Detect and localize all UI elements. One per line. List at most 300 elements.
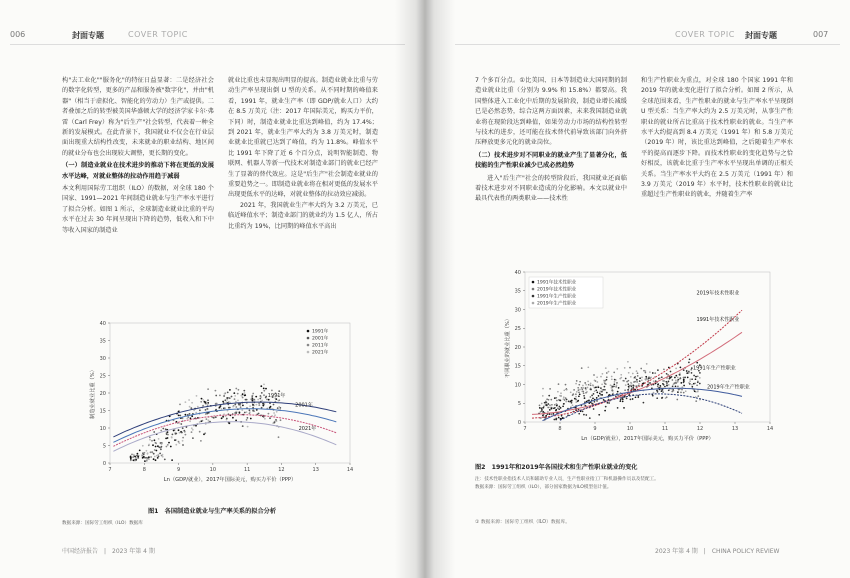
x-tick-label: 8 xyxy=(142,467,146,473)
data-point xyxy=(695,400,697,402)
data-point xyxy=(606,372,608,374)
data-point xyxy=(202,399,204,401)
data-point xyxy=(696,384,698,386)
data-point xyxy=(696,362,698,364)
data-point xyxy=(658,378,660,380)
curve-label: 1991年技术性职业 xyxy=(696,316,740,323)
data-point xyxy=(262,405,264,407)
data-point xyxy=(190,417,192,419)
data-point xyxy=(556,418,558,420)
data-point xyxy=(577,387,579,389)
curve-label: 2001年 xyxy=(295,402,313,409)
data-point xyxy=(263,394,265,396)
x-tick-label: 14 xyxy=(766,426,774,432)
data-point xyxy=(674,377,676,379)
data-point xyxy=(151,451,153,453)
data-point xyxy=(252,404,254,406)
data-point xyxy=(249,409,251,411)
y-tick-label: 40 xyxy=(514,269,521,276)
data-point xyxy=(614,379,616,381)
data-point xyxy=(657,391,659,393)
data-point xyxy=(160,449,162,451)
data-point xyxy=(634,376,636,378)
y-tick-label: 0 xyxy=(517,419,521,426)
data-point xyxy=(142,457,144,459)
data-point xyxy=(613,372,615,374)
data-point xyxy=(149,437,151,439)
spine-shadow xyxy=(395,0,455,578)
data-point xyxy=(151,440,153,442)
footnote: ① 数据来源：国际劳工组织（ILO）数据库。 xyxy=(475,520,571,525)
y-tick-label: 15 xyxy=(514,363,521,370)
data-point xyxy=(559,400,561,402)
data-point xyxy=(171,437,173,439)
data-point xyxy=(664,386,666,388)
legend-label: 2019年生产性职业 xyxy=(537,301,577,307)
data-point xyxy=(191,402,193,404)
data-point xyxy=(205,403,207,405)
data-point xyxy=(578,384,580,386)
x-tick-label: 9 xyxy=(176,467,181,473)
data-point xyxy=(657,386,659,388)
data-point xyxy=(638,383,640,385)
curve-label: 1991年 xyxy=(267,393,286,400)
figure-1-caption: 图1 各国制造业就业与生产率关系的拟合分析 xyxy=(148,508,277,515)
data-point xyxy=(594,401,596,403)
data-point xyxy=(273,412,275,414)
data-point xyxy=(667,374,669,376)
data-point xyxy=(691,372,693,374)
data-point xyxy=(144,460,146,462)
data-point xyxy=(224,393,226,395)
x-tick-label: 9 xyxy=(593,426,597,432)
data-point xyxy=(167,444,169,446)
data-point xyxy=(243,390,245,392)
data-point xyxy=(547,411,549,413)
data-point xyxy=(235,420,237,422)
data-point xyxy=(185,401,187,403)
data-point xyxy=(199,431,201,433)
data-point xyxy=(244,412,246,414)
right-page-number: 007 xyxy=(813,30,829,39)
data-point xyxy=(668,389,670,391)
data-point xyxy=(182,427,184,429)
data-point xyxy=(633,381,635,383)
data-point xyxy=(221,417,223,419)
data-point xyxy=(606,392,608,394)
data-point xyxy=(688,382,690,384)
data-point xyxy=(605,406,607,408)
data-point xyxy=(219,395,221,397)
data-point xyxy=(680,382,682,384)
data-point xyxy=(592,384,594,386)
data-point xyxy=(593,393,595,395)
data-point xyxy=(660,386,662,388)
data-point xyxy=(611,376,613,378)
data-point xyxy=(546,404,548,406)
data-point xyxy=(244,392,246,394)
legend-label: 2001年 xyxy=(312,336,329,342)
data-point xyxy=(280,419,282,421)
data-point xyxy=(594,380,596,382)
data-point xyxy=(675,385,677,387)
data-point xyxy=(629,385,631,387)
data-point xyxy=(563,389,565,391)
legend-label: 2019年技术性职业 xyxy=(537,287,577,293)
data-point xyxy=(157,457,159,459)
data-point xyxy=(207,388,209,390)
data-point xyxy=(656,397,658,399)
data-point xyxy=(241,395,243,397)
left-column-2 xyxy=(228,76,378,232)
data-point xyxy=(697,375,699,377)
data-point xyxy=(545,415,547,417)
data-point xyxy=(676,399,678,401)
data-point xyxy=(555,410,557,412)
data-point xyxy=(590,383,592,385)
data-point xyxy=(237,393,239,395)
figure-1-chart xyxy=(62,305,382,495)
data-point xyxy=(677,391,679,393)
x-tick-label: 7 xyxy=(523,426,527,432)
data-point xyxy=(683,392,685,394)
data-point xyxy=(581,387,583,389)
data-point xyxy=(587,400,589,402)
data-point xyxy=(173,430,175,432)
data-point xyxy=(666,383,668,385)
data-point xyxy=(573,389,575,391)
data-point xyxy=(258,413,260,415)
data-point xyxy=(553,419,555,421)
data-point xyxy=(542,395,544,397)
data-point xyxy=(542,388,544,390)
x-tick-label: 12 xyxy=(278,467,285,473)
data-point xyxy=(612,386,614,388)
y-tick-label: 10 xyxy=(514,382,521,389)
data-point xyxy=(590,396,592,398)
data-point xyxy=(587,381,589,383)
data-point xyxy=(668,384,670,386)
data-point xyxy=(147,453,149,455)
fit-curve xyxy=(532,310,742,418)
data-point xyxy=(174,439,176,441)
data-point xyxy=(670,371,672,373)
data-point xyxy=(563,403,565,405)
data-point xyxy=(575,399,577,401)
data-point xyxy=(628,387,630,389)
data-point xyxy=(235,388,237,390)
data-point xyxy=(137,453,139,455)
data-point xyxy=(591,395,593,397)
data-point xyxy=(611,378,613,380)
data-point xyxy=(554,397,556,399)
data-point xyxy=(604,386,606,388)
data-point xyxy=(630,399,632,401)
data-point xyxy=(563,396,565,398)
data-point xyxy=(553,407,555,409)
data-point xyxy=(165,428,167,430)
data-point xyxy=(630,384,632,386)
data-point xyxy=(162,456,164,458)
data-point xyxy=(576,391,578,393)
data-point xyxy=(685,390,687,392)
data-point xyxy=(697,395,699,397)
data-point xyxy=(605,367,607,369)
data-point xyxy=(208,419,210,421)
data-point xyxy=(666,396,668,398)
y-tick-label: 40 xyxy=(99,320,106,327)
data-point xyxy=(688,372,690,374)
data-point xyxy=(646,363,648,365)
data-point xyxy=(636,370,638,372)
data-point xyxy=(200,401,202,403)
data-point xyxy=(542,411,544,413)
data-point xyxy=(215,395,217,397)
data-point xyxy=(631,382,633,384)
data-point xyxy=(277,407,279,409)
data-point xyxy=(551,413,553,415)
legend-marker xyxy=(532,302,535,305)
data-point xyxy=(592,397,594,399)
legend-marker xyxy=(307,337,310,340)
data-point xyxy=(556,400,558,402)
data-point xyxy=(235,401,237,403)
data-point xyxy=(191,427,193,429)
data-point xyxy=(565,384,567,386)
y-tick-label: 25 xyxy=(514,326,521,333)
legend-label: 1991年技术性职业 xyxy=(537,280,577,286)
data-point xyxy=(583,414,585,416)
data-point xyxy=(649,382,651,384)
data-point xyxy=(154,449,156,451)
data-point xyxy=(680,367,682,369)
data-point xyxy=(192,429,194,431)
data-point xyxy=(684,377,686,379)
data-point xyxy=(278,406,280,408)
data-point xyxy=(153,458,155,460)
data-point xyxy=(582,385,584,387)
y-tick-label: 15 xyxy=(99,408,106,415)
data-point xyxy=(268,413,270,415)
data-point xyxy=(636,379,638,381)
data-point xyxy=(175,433,177,435)
data-point xyxy=(611,390,613,392)
data-point xyxy=(602,373,604,375)
data-point xyxy=(226,418,228,420)
data-point xyxy=(548,395,550,397)
data-point xyxy=(189,413,191,415)
data-point xyxy=(205,413,207,415)
data-point xyxy=(653,380,655,382)
data-point xyxy=(578,413,580,415)
data-point xyxy=(191,431,193,433)
data-point xyxy=(252,393,254,395)
data-point xyxy=(182,437,184,439)
data-point xyxy=(260,396,262,398)
data-point xyxy=(599,393,601,395)
data-point xyxy=(242,405,244,407)
data-point xyxy=(182,440,184,442)
data-point xyxy=(609,394,611,396)
data-point xyxy=(652,372,654,374)
data-point xyxy=(196,395,198,397)
data-point xyxy=(168,442,170,444)
data-point xyxy=(131,454,133,456)
data-point xyxy=(579,389,581,391)
data-point xyxy=(263,384,265,386)
data-point xyxy=(587,366,589,368)
data-point xyxy=(604,380,606,382)
data-point xyxy=(654,372,656,374)
data-point xyxy=(274,414,276,416)
data-point xyxy=(178,429,180,431)
x-tick-label: 13 xyxy=(312,467,319,473)
data-point xyxy=(673,384,675,386)
data-point xyxy=(179,404,181,406)
legend-label: 1991年生产性职业 xyxy=(537,294,577,300)
data-point xyxy=(229,389,231,391)
data-point xyxy=(624,389,626,391)
data-point xyxy=(591,403,593,405)
data-point xyxy=(635,385,637,387)
right-section-title: 封面专题 xyxy=(745,31,777,40)
data-point xyxy=(557,407,559,409)
data-point xyxy=(159,453,161,455)
data-point xyxy=(541,403,543,405)
data-point xyxy=(271,390,273,392)
data-point xyxy=(694,382,696,384)
data-point xyxy=(688,362,690,364)
data-point xyxy=(639,377,641,379)
data-point xyxy=(235,406,237,408)
data-point xyxy=(543,406,545,408)
data-point xyxy=(579,393,581,395)
data-point xyxy=(671,376,673,378)
data-point xyxy=(142,445,144,447)
data-point xyxy=(584,382,586,384)
data-point xyxy=(622,380,624,382)
data-point xyxy=(585,414,587,416)
data-point xyxy=(156,450,158,452)
data-point xyxy=(687,377,689,379)
data-point xyxy=(158,446,160,448)
data-point xyxy=(551,404,553,406)
paragraph: 7 个多百分点。①比美国、日本等制造业大国同期的制造业就业比重（分别为 9.9% 和 15.8%）都要高。我国整体进入工业化中后期的发展阶段，制造业增长减缓已是必然态势，综合这两方面因素，未来我国制造业就业将在现阶段达到峰值，如果劳动力市场的结构性转型与技术的进步，还可能在技术替代前导致该部门向外挤压释放更多元化的就业岗位。 xyxy=(475,77,627,147)
data-point xyxy=(637,372,639,374)
data-point xyxy=(270,406,272,408)
data-point xyxy=(677,379,679,381)
data-point xyxy=(265,397,267,399)
data-point xyxy=(590,384,592,386)
data-point xyxy=(562,405,564,407)
data-point xyxy=(222,416,224,418)
paragraph: 和生产性职业为重点，对全球 180 个国家 1991 年和 2019 年的就业变化进行了拟合分析。如图 2 所示，从全球范围来看，生产性职业的就业与生产率水平呈现倒 U 型关系：当生产率大约为 2.5 万美元时，从事生产性职业的就业所占比重高于技术性职业的就业。当生产率水平大约提高到 8.4 万美元（1991 年）和 5.8 万美元（2019 年）时，该比重达到峰值，之后随着生产率水平的提高而逐步下降。而技术性职业的变化趋势与之恰好相反，该就业比重于生产率水平呈现出单调的正相关关系。当生产率水平大约在 2.5 万美元（1991 年）和 3.9 万美元（2019 年）水平时，技术性职业的就业比重超过生产性职业的就业，并随着生产率 xyxy=(641,77,793,199)
data-point xyxy=(649,371,651,373)
data-point xyxy=(130,459,132,461)
data-point xyxy=(697,391,699,393)
data-point xyxy=(276,411,278,413)
data-point xyxy=(581,389,583,391)
data-point xyxy=(699,383,701,385)
data-point xyxy=(643,370,645,372)
data-point xyxy=(589,417,591,419)
x-axis-label: Ln（GDP/就业），2017年国际美元，购买力平价（PPP） xyxy=(581,436,714,442)
legend-marker xyxy=(307,351,310,354)
data-point xyxy=(578,389,580,391)
data-point xyxy=(557,391,559,393)
data-point xyxy=(645,370,647,372)
data-point xyxy=(672,385,674,387)
curve-label: 1991年生产性职业 xyxy=(693,365,736,372)
data-point xyxy=(213,417,215,419)
data-point xyxy=(203,433,205,435)
data-point xyxy=(663,380,665,382)
data-point xyxy=(152,444,154,446)
data-point xyxy=(175,444,177,446)
data-point xyxy=(601,383,603,385)
data-point xyxy=(157,454,159,456)
data-point xyxy=(186,418,188,420)
legend-marker xyxy=(307,330,310,333)
data-point xyxy=(695,376,697,378)
data-point xyxy=(238,389,240,391)
data-point xyxy=(675,368,677,370)
data-point xyxy=(160,430,162,432)
data-point xyxy=(648,382,650,384)
data-point xyxy=(263,388,265,390)
data-point xyxy=(565,397,567,399)
data-point xyxy=(161,443,163,445)
data-point xyxy=(202,420,204,422)
data-point xyxy=(264,418,266,420)
data-point xyxy=(232,417,234,419)
data-point xyxy=(170,446,172,448)
data-point xyxy=(662,389,664,391)
data-point xyxy=(226,397,228,399)
data-point xyxy=(242,397,244,399)
legend-label: 2021年 xyxy=(312,350,329,356)
right-column-2 xyxy=(641,76,793,201)
data-point xyxy=(560,395,562,397)
data-point xyxy=(570,391,572,393)
data-point xyxy=(265,388,267,390)
data-point xyxy=(595,387,597,389)
data-point xyxy=(588,384,590,386)
data-point xyxy=(134,460,136,462)
data-point xyxy=(188,399,190,401)
data-point xyxy=(246,419,248,421)
data-point xyxy=(202,405,204,407)
data-point xyxy=(683,377,685,379)
data-point xyxy=(600,376,602,378)
legend-marker xyxy=(532,295,535,298)
y-tick-label: 30 xyxy=(514,307,521,314)
data-point xyxy=(222,401,224,403)
data-point xyxy=(228,422,230,424)
data-point xyxy=(641,379,643,381)
data-point xyxy=(146,450,148,452)
y-axis-label: 制造业就业比重（%） xyxy=(90,367,96,419)
data-point xyxy=(652,395,654,397)
data-point xyxy=(648,377,650,379)
data-point xyxy=(691,378,693,380)
data-point xyxy=(257,399,259,401)
data-point xyxy=(663,368,665,370)
data-point xyxy=(252,400,254,402)
data-point xyxy=(228,401,230,403)
data-point xyxy=(255,396,257,398)
data-point xyxy=(632,387,634,389)
